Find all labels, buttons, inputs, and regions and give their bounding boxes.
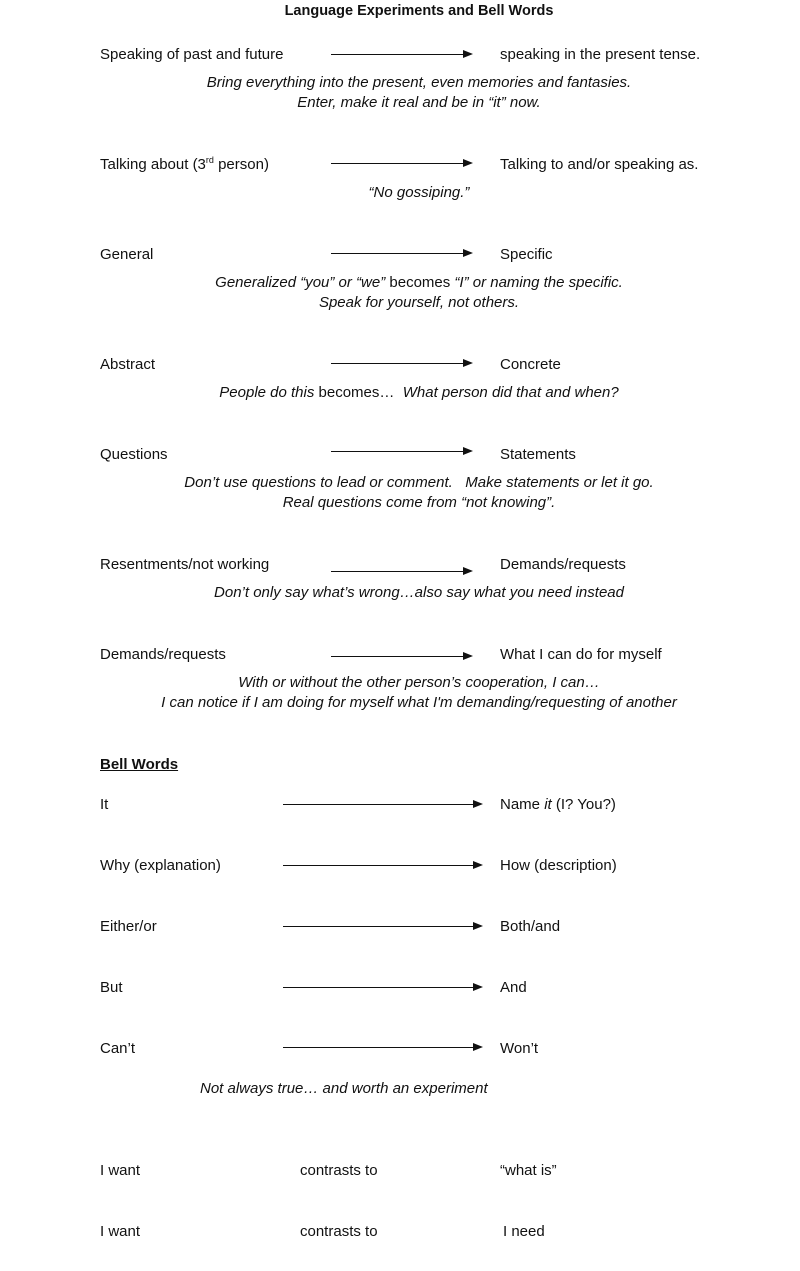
bell-word-from: Why (explanation)	[100, 857, 221, 874]
bell-word-from: Can’t	[100, 1040, 136, 1057]
experiment-note: Speak for yourself, not others.	[318, 294, 520, 311]
experiment-from: Demands/requests	[100, 646, 226, 663]
contrast-middle: contrasts to	[300, 1223, 378, 1240]
arrow-icon	[283, 861, 483, 870]
experiment-from: Speaking of past and future	[100, 46, 284, 63]
experiment-note: I can notice if I am doing for myself what I'm demanding/requesting of another	[161, 694, 677, 711]
page-title: Language Experiments and Bell Words	[284, 3, 554, 19]
experiment-note: Enter, make it real and be in “it” now.	[297, 94, 541, 111]
experiment-note: Generalized “you” or “we” becomes “I” or naming the specific.	[215, 274, 623, 291]
bell-word-to: Won’t	[500, 1040, 539, 1057]
bell-words-heading: Bell Words	[100, 756, 179, 773]
arrow-icon	[331, 359, 473, 368]
bell-word-from: Either/or	[100, 918, 157, 935]
experiment-to: speaking in the present tense.	[500, 46, 701, 63]
arrow-icon	[283, 983, 483, 992]
experiment-note: Bring everything into the present, even memories and fantasies.	[206, 74, 632, 91]
arrow-icon	[331, 652, 473, 661]
contrast-left: I want	[100, 1223, 141, 1240]
experiment-to: Specific	[500, 246, 553, 263]
experiment-note: “No gossiping.”	[368, 184, 470, 201]
bell-word-to: Name it (I? You?)	[500, 796, 616, 813]
bell-word-to: And	[500, 979, 527, 996]
bell-word-to: How (description)	[500, 857, 617, 874]
experiment-note: Don’t use questions to lead or comment. Make statements or let it go.	[184, 474, 654, 491]
experiment-to: Demands/requests	[500, 556, 626, 573]
contrast-right: I need	[503, 1223, 545, 1240]
experiment-note: With or without the other person’s cooperation, I can…	[238, 674, 600, 691]
experiment-note: Don’t only say what’s wrong…also say what you need instead	[214, 584, 624, 601]
contrast-right: “what is”	[500, 1162, 557, 1179]
experiment-to: Talking to and/or speaking as.	[500, 156, 699, 173]
arrow-icon	[331, 249, 473, 258]
arrow-icon	[283, 1043, 483, 1052]
experiment-note: People do this becomes… What person did that and when?	[219, 384, 619, 401]
experiment-to: What I can do for myself	[500, 646, 662, 663]
experiment-from: Abstract	[100, 356, 156, 373]
experiment-note: Real questions come from “not knowing”.	[282, 494, 556, 511]
experiment-to: Concrete	[500, 356, 561, 373]
experiment-from: General	[100, 246, 154, 263]
arrow-icon	[283, 922, 483, 931]
experiment-from: Resentments/not working	[100, 556, 270, 573]
arrow-icon	[331, 447, 473, 456]
contrast-middle: contrasts to	[300, 1162, 378, 1179]
experiment-from: Questions	[100, 446, 168, 463]
contrast-left: I want	[100, 1162, 141, 1179]
bell-word-from: It	[100, 796, 109, 813]
arrow-icon	[331, 567, 473, 576]
arrow-icon	[331, 50, 473, 59]
arrow-icon	[283, 800, 483, 809]
bell-word-to: Both/and	[500, 918, 561, 935]
bell-words-note: Not always true… and worth an experiment	[200, 1080, 488, 1097]
superscript: rd	[205, 155, 214, 165]
bell-word-from: But	[100, 979, 123, 996]
arrow-icon	[331, 159, 473, 168]
experiment-from: Talking about (3rd person)	[100, 155, 269, 173]
experiment-to: Statements	[500, 446, 576, 463]
